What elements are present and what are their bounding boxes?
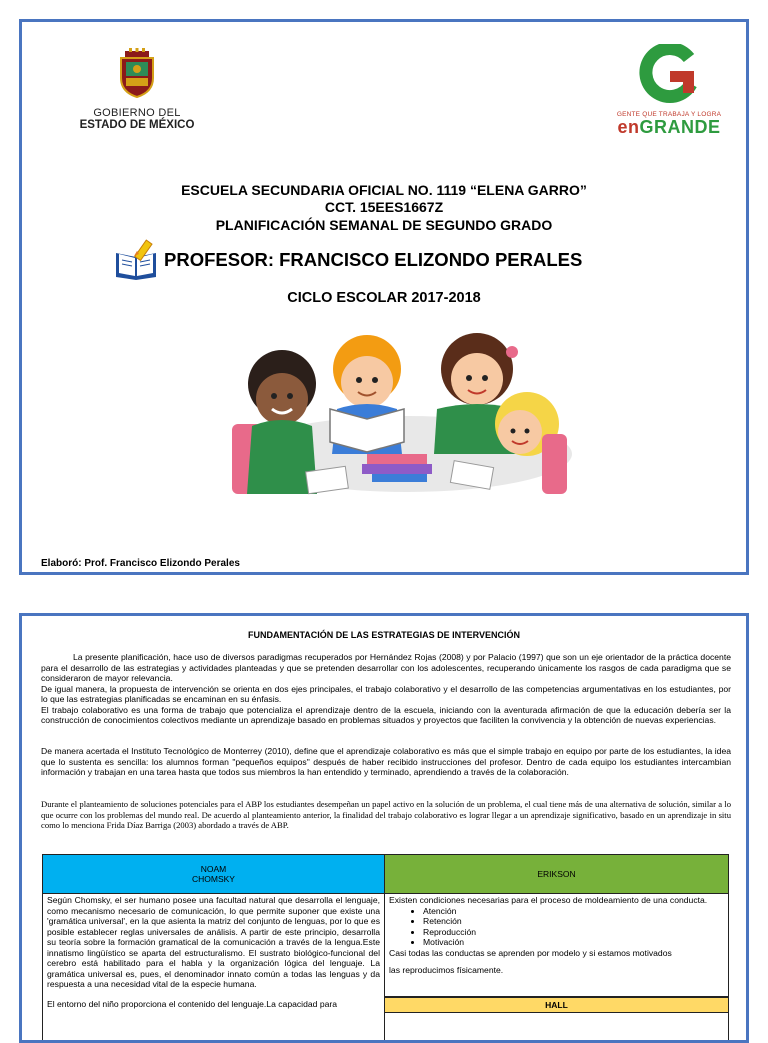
brand-grande: GRANDE [639, 117, 721, 137]
erikson-paragraph-3: las reproducimos físicamente. [389, 965, 504, 975]
paragraph-5: Durante el planteamiento de soluciones potenciales para el ABP los estudiantes desempeñan un papel activo en la solución de un problema, el cual tiene más de una alternativa de solución, similar a lo que ocurre con los problemas del mundo real. De acuerdo al planteamiento anterior, la finalidad del trabajo colaborativo es lograr llegar a un aprendizaje significativo, basado en un aprendizaje in situ como lo menciona Frida Díaz Barriga (2003) abordado a través de ABP. [41, 799, 731, 830]
children-reading-illustration [222, 314, 572, 499]
intro-block [41, 652, 731, 726]
erikson-cell [385, 894, 729, 997]
fundamentacion-page [19, 613, 749, 1043]
school-name: ESCUELA SECUNDARIA OFICIAL NO. 1119 “ELENA GARRO” [181, 182, 587, 198]
list-item: • Atención [423, 906, 724, 917]
section-heading: FUNDAMENTACIÓN DE LAS ESTRATEGIAS DE INTERVENCIÓN [247, 630, 520, 640]
paragraph-3: El trabajo colaborativo es una forma de trabajo que potencializa el aprendizaje dentro de la escuela, iniciando con la aventurada afirmación de que la educación debería ser la construcción de conocimientos colectivos mediante un aprendizaje basado en problemas situados y proyectos que faciliten la convivencia y la obtención de nuevas experiencias. [41, 704, 731, 725]
paragraph-5-block [41, 799, 731, 831]
gobierno-logo [67, 48, 207, 131]
school-cct: CCT. 15EES1667Z [324, 199, 444, 215]
noam-line2: CHOMSKY [192, 874, 235, 884]
erikson-list [389, 906, 724, 948]
erikson-intro: Existen condiciones necesarias para el proceso de moldeamiento de una conducta. [389, 895, 708, 905]
book-pencil-icon [112, 239, 160, 281]
brand-name [604, 118, 734, 136]
paragraph-4-block [41, 746, 731, 778]
g-logo-icon [637, 44, 701, 104]
chomsky-cell [42, 894, 385, 1043]
chomsky-paragraph-2: El entorno del niño proporciona el contenido del lenguaje.La capacidad para [47, 998, 338, 1009]
brand-tagline: GENTE QUE TRABAJA Y LOGRA [616, 111, 722, 118]
list-item: • Motivación [423, 937, 724, 948]
plan-title: PLANIFICACIÓN SEMANAL DE SEGUNDO GRADO [215, 217, 553, 233]
school-year: CICLO ESCOLAR 2017-2018 [287, 290, 481, 306]
table-header-chomsky [42, 854, 385, 894]
paragraph-2: De igual manera, la propuesta de intervención se orienta en dos ejes principales, el trabajo colaborativo y el desarrollo de las competencias argumentativas en los estudiantes, por lo que las estrategias planificadas se encaminan en su énfasis. [41, 683, 731, 704]
author-credit: Elaboró: Prof. Francisco Elizondo Perales [41, 558, 240, 569]
cover-page [19, 19, 749, 575]
paragraph-4: De manera acertada el Instituto Tecnológico de Monterrey (2010), define que el aprendizaje colaborativo es más que el simple trabajo en equipo por parte de los estudiantes, la idea que lo sustenta es sencilla: los alumnos forman "pequeños equipos" después de haber recibido instrucciones del profesor. Dentro de cada equipo los estudiantes intercambian información y trabajan en una tarea hasta que todos sus miembros la han entendido y terminado, aprendiendo a través de la colaboración. [41, 746, 731, 777]
table-header-hall: HALL [385, 997, 729, 1013]
school-header [22, 182, 746, 234]
gov-line1: GOBIERNO DEL [93, 107, 181, 119]
teacher-name: PROFESOR: FRANCISCO ELIZONDO PERALES [164, 249, 583, 270]
brand-en: en [617, 117, 640, 137]
gov-line2: ESTADO DE MÉXICO [79, 119, 195, 131]
list-item: • Reproducción [423, 927, 724, 938]
chomsky-paragraph-1: Según Chomsky, el ser humano posee una facultad natural que desarrolla el lenguaje, como mecanismo necesario de comunicación, lo que permite suponer que existe una 'gramática universal', en la que asienta la matriz del conjunto de lenguas, por lo que es posible establecer reglas universales de análisis. A partir de este principio, desarrolla su teoría sobre la formación gramatical de la comunicación a través de la lengua.Este innatismo lingüístico se aparta del estructuralismo. El sustrato biológico-funcional del cerebro está habilitado para el habla y la organización lógica del lenguaje. La gramática universal es, pues, el denominador innato común a todas las lenguas y da respuesta a una necesidad vital de la especie humana. [47, 895, 380, 989]
noam-line1: NOAM [200, 864, 227, 874]
teacher-row [112, 239, 582, 281]
list-item: • Retención [423, 916, 724, 927]
state-seal-icon [116, 48, 158, 98]
erikson-paragraph-2: Casi todas las conductas se aprenden por modelo y si estamos motivados [389, 947, 672, 958]
hall-cell [385, 1013, 729, 1043]
table-header-erikson: ERIKSON [385, 854, 729, 894]
engrande-logo [604, 44, 734, 136]
paragraph-1: La presente planificación, hace uso de diversos paradigmas recuperados por Hernández Rojas (2008) y por Palacio (1997) que son un eje orientador de la práctica docente para el desarrollo de las estrategias y actividades planteadas y que se pretenden desarrollar con los adolescentes, recuperando únicamente los rasgos de cada paradigma que se consideraron de mayor relevancia. [41, 652, 731, 683]
